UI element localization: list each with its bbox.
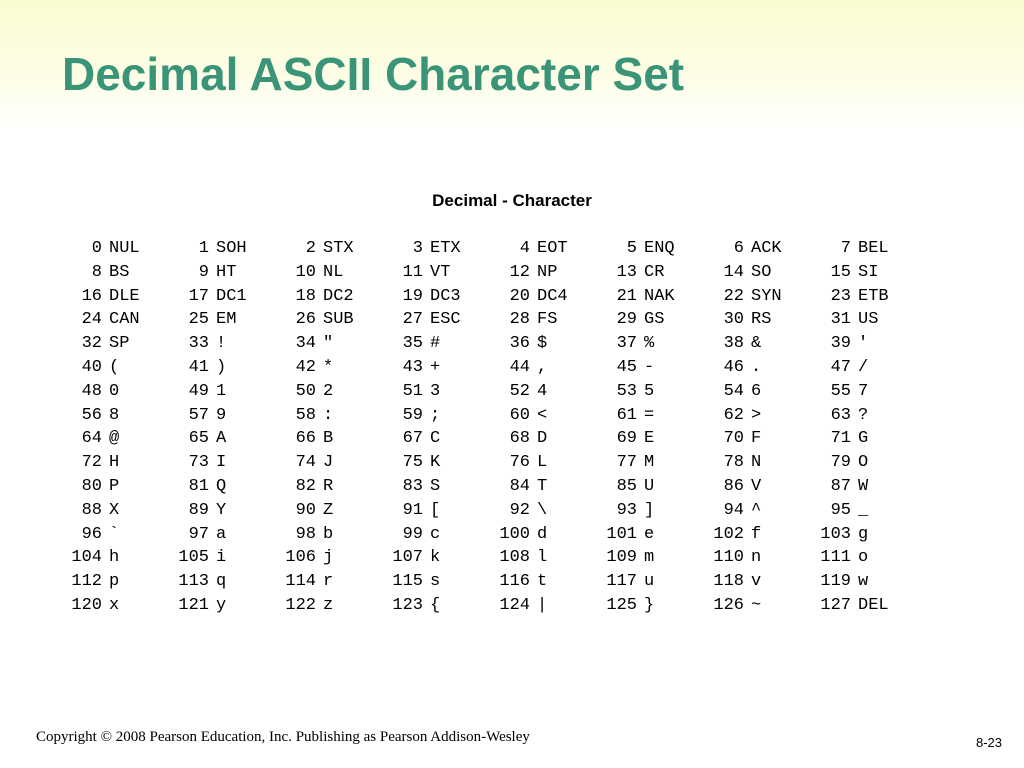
decimal-code-cell: 47 xyxy=(830,357,851,377)
character-cell: 9 xyxy=(216,405,227,425)
character-cell: r xyxy=(323,572,334,592)
decimal-code-cell: 71 xyxy=(830,429,851,449)
character-cell: U xyxy=(644,476,655,496)
decimal-code-cell: 53 xyxy=(616,381,637,401)
character-cell: # xyxy=(430,334,441,354)
character-cell: NL xyxy=(323,262,344,282)
character-cell: | xyxy=(537,595,548,615)
decimal-code-cell: 44 xyxy=(509,357,530,377)
character-cell: % xyxy=(644,334,655,354)
decimal-code-cell: 40 xyxy=(81,357,102,377)
decimal-code-cell: 108 xyxy=(499,548,530,568)
character-cell: p xyxy=(109,572,120,592)
decimal-code-cell: 57 xyxy=(188,405,209,425)
decimal-code-cell: 115 xyxy=(392,572,423,592)
slide-number: 8-23 xyxy=(975,735,1002,750)
decimal-code-cell: 49 xyxy=(188,381,209,401)
decimal-code-cell: 66 xyxy=(295,429,316,449)
decimal-code-cell: 58 xyxy=(295,405,316,425)
decimal-code-cell: 99 xyxy=(402,524,423,544)
decimal-code-cell: 14 xyxy=(723,262,744,282)
decimal-code-cell: 20 xyxy=(509,286,530,306)
decimal-code-cell: 26 xyxy=(295,310,316,330)
character-cell: ? xyxy=(858,405,869,425)
character-cell: ! xyxy=(216,334,227,354)
character-cell: o xyxy=(858,548,869,568)
decimal-code-cell: 39 xyxy=(830,334,851,354)
character-cell: l xyxy=(537,548,548,568)
character-cell: 2 xyxy=(323,381,334,401)
decimal-code-cell: 92 xyxy=(509,500,530,520)
decimal-code-cell: 19 xyxy=(402,286,423,306)
character-cell: ) xyxy=(216,357,227,377)
decimal-code-cell: 106 xyxy=(285,548,316,568)
character-cell: ( xyxy=(109,357,120,377)
character-cell: N xyxy=(751,453,762,473)
character-cell: 4 xyxy=(537,381,548,401)
character-cell: [ xyxy=(430,500,441,520)
character-cell: g xyxy=(858,524,869,544)
decimal-code-cell: 51 xyxy=(402,381,423,401)
decimal-code-cell: 72 xyxy=(81,453,102,473)
character-cell: RS xyxy=(751,310,772,330)
character-cell: a xyxy=(216,524,227,544)
character-cell: EM xyxy=(216,310,237,330)
decimal-code-cell: 41 xyxy=(188,357,209,377)
character-cell: Q xyxy=(216,476,227,496)
character-cell: + xyxy=(430,357,441,377)
ascii-table-body xyxy=(60,237,916,618)
decimal-code-cell: 56 xyxy=(81,405,102,425)
decimal-code-cell: 59 xyxy=(402,405,423,425)
character-cell: j xyxy=(323,548,334,568)
character-cell: 7 xyxy=(858,381,869,401)
character-cell: E xyxy=(644,429,655,449)
decimal-code-cell: 33 xyxy=(188,334,209,354)
decimal-code-cell: 34 xyxy=(295,334,316,354)
character-cell: CR xyxy=(644,262,665,282)
character-cell: SP xyxy=(109,334,130,354)
character-cell: _ xyxy=(858,500,869,520)
character-cell: BS xyxy=(109,262,130,282)
character-cell: d xyxy=(537,524,548,544)
decimal-code-cell: 97 xyxy=(188,524,209,544)
character-cell: DC2 xyxy=(323,286,354,306)
character-cell: H xyxy=(109,453,120,473)
character-cell: DLE xyxy=(109,286,140,306)
decimal-code-cell: 22 xyxy=(723,286,744,306)
character-cell: T xyxy=(537,476,548,496)
decimal-code-cell: 62 xyxy=(723,405,744,425)
decimal-code-cell: 68 xyxy=(509,429,530,449)
character-cell: ETB xyxy=(858,286,889,306)
character-cell: : xyxy=(323,405,334,425)
character-cell: f xyxy=(751,524,762,544)
decimal-code-cell: 15 xyxy=(830,262,851,282)
character-cell: ; xyxy=(430,405,441,425)
character-cell: O xyxy=(858,453,869,473)
decimal-code-cell: 18 xyxy=(295,286,316,306)
character-cell: DEL xyxy=(858,595,889,615)
character-cell: STX xyxy=(323,239,354,258)
decimal-code-cell: 55 xyxy=(830,381,851,401)
decimal-code-cell: 109 xyxy=(606,548,637,568)
character-cell: BEL xyxy=(858,239,889,258)
character-cell: { xyxy=(430,595,441,615)
decimal-code-cell: 100 xyxy=(499,524,530,544)
character-cell: $ xyxy=(537,334,548,354)
character-cell: D xyxy=(537,429,548,449)
decimal-code-cell: 13 xyxy=(616,262,637,282)
character-cell: Y xyxy=(216,500,227,520)
table-row xyxy=(60,380,916,404)
character-cell: CAN xyxy=(109,310,140,330)
decimal-code-cell: 6 xyxy=(733,239,744,258)
decimal-code-cell: 110 xyxy=(713,548,744,568)
decimal-code-cell: 76 xyxy=(509,453,530,473)
decimal-code-cell: 37 xyxy=(616,334,637,354)
character-cell: SOH xyxy=(216,239,247,258)
decimal-code-cell: 88 xyxy=(81,500,102,520)
decimal-code-cell: 94 xyxy=(723,500,744,520)
decimal-code-cell: 93 xyxy=(616,500,637,520)
ascii-table xyxy=(60,237,916,618)
decimal-code-cell: 120 xyxy=(71,595,102,615)
decimal-code-cell: 112 xyxy=(71,572,102,592)
character-cell: 6 xyxy=(751,381,762,401)
character-cell: . xyxy=(751,357,762,377)
character-cell: @ xyxy=(109,429,120,449)
decimal-code-cell: 7 xyxy=(840,239,851,258)
table-row xyxy=(60,499,916,523)
character-cell: ^ xyxy=(751,500,762,520)
decimal-code-cell: 10 xyxy=(295,262,316,282)
character-cell: G xyxy=(858,429,869,449)
decimal-code-cell: 86 xyxy=(723,476,744,496)
decimal-code-cell: 75 xyxy=(402,453,423,473)
character-cell: / xyxy=(858,357,869,377)
character-cell: I xyxy=(216,453,227,473)
decimal-code-cell: 23 xyxy=(830,286,851,306)
character-cell: L xyxy=(537,453,548,473)
character-cell: q xyxy=(216,572,227,592)
decimal-code-cell: 89 xyxy=(188,500,209,520)
character-cell: 5 xyxy=(644,381,655,401)
character-cell: i xyxy=(216,548,227,568)
character-cell: J xyxy=(323,453,334,473)
decimal-code-cell: 43 xyxy=(402,357,423,377)
character-cell: S xyxy=(430,476,441,496)
character-cell: " xyxy=(323,334,334,354)
decimal-code-cell: 52 xyxy=(509,381,530,401)
decimal-code-cell: 27 xyxy=(402,310,423,330)
character-cell: v xyxy=(751,572,762,592)
decimal-code-cell: 70 xyxy=(723,429,744,449)
table-row xyxy=(60,285,916,309)
table-row xyxy=(60,427,916,451)
decimal-code-cell: 81 xyxy=(188,476,209,496)
decimal-code-cell: 67 xyxy=(402,429,423,449)
decimal-code-cell: 103 xyxy=(820,524,851,544)
character-cell: Z xyxy=(323,500,334,520)
character-cell: US xyxy=(858,310,879,330)
character-cell: HT xyxy=(216,262,237,282)
character-cell: FS xyxy=(537,310,558,330)
decimal-code-cell: 87 xyxy=(830,476,851,496)
table-row xyxy=(60,261,916,285)
decimal-code-cell: 25 xyxy=(188,310,209,330)
character-cell: k xyxy=(430,548,441,568)
character-cell: y xyxy=(216,595,227,615)
character-cell: n xyxy=(751,548,762,568)
character-cell: , xyxy=(537,357,548,377)
table-row xyxy=(60,594,916,618)
decimal-code-cell: 0 xyxy=(91,239,102,258)
table-row xyxy=(60,237,916,261)
character-cell: SI xyxy=(858,262,879,282)
character-cell: h xyxy=(109,548,120,568)
table-row xyxy=(60,523,916,547)
table-row xyxy=(60,546,916,570)
decimal-code-cell: 95 xyxy=(830,500,851,520)
decimal-code-cell: 64 xyxy=(81,429,102,449)
table-row xyxy=(60,451,916,475)
decimal-code-cell: 84 xyxy=(509,476,530,496)
character-cell: \ xyxy=(537,500,548,520)
decimal-code-cell: 12 xyxy=(509,262,530,282)
table-row xyxy=(60,356,916,380)
character-cell: w xyxy=(858,572,869,592)
decimal-code-cell: 54 xyxy=(723,381,744,401)
decimal-code-cell: 73 xyxy=(188,453,209,473)
decimal-code-cell: 118 xyxy=(713,572,744,592)
decimal-code-cell: 2 xyxy=(305,239,316,258)
character-cell: R xyxy=(323,476,334,496)
character-cell: ] xyxy=(644,500,655,520)
table-row xyxy=(60,404,916,428)
table-row xyxy=(60,570,916,594)
decimal-code-cell: 83 xyxy=(402,476,423,496)
decimal-code-cell: 90 xyxy=(295,500,316,520)
decimal-code-cell: 65 xyxy=(188,429,209,449)
decimal-code-cell: 16 xyxy=(81,286,102,306)
character-cell: s xyxy=(430,572,441,592)
decimal-code-cell: 30 xyxy=(723,310,744,330)
decimal-code-cell: 98 xyxy=(295,524,316,544)
character-cell: P xyxy=(109,476,120,496)
decimal-code-cell: 48 xyxy=(81,381,102,401)
decimal-code-cell: 124 xyxy=(499,595,530,615)
table-row xyxy=(60,475,916,499)
table-row xyxy=(60,308,916,332)
decimal-code-cell: 79 xyxy=(830,453,851,473)
slide-title: Decimal ASCII Character Set xyxy=(62,48,685,100)
character-cell: u xyxy=(644,572,655,592)
decimal-code-cell: 96 xyxy=(81,524,102,544)
character-cell: 3 xyxy=(430,381,441,401)
decimal-code-cell: 127 xyxy=(820,595,851,615)
character-cell: ESC xyxy=(430,310,461,330)
decimal-code-cell: 78 xyxy=(723,453,744,473)
character-cell: X xyxy=(109,500,120,520)
character-cell: M xyxy=(644,453,655,473)
decimal-code-cell: 69 xyxy=(616,429,637,449)
decimal-code-cell: 116 xyxy=(499,572,530,592)
decimal-code-cell: 1 xyxy=(198,239,209,258)
character-cell: B xyxy=(323,429,334,449)
character-cell: SYN xyxy=(751,286,782,306)
decimal-code-cell: 8 xyxy=(91,262,102,282)
decimal-code-cell: 45 xyxy=(616,357,637,377)
decimal-code-cell: 29 xyxy=(616,310,637,330)
character-cell: * xyxy=(323,357,334,377)
decimal-code-cell: 117 xyxy=(606,572,637,592)
character-cell: 1 xyxy=(216,381,227,401)
character-cell: F xyxy=(751,429,762,449)
character-cell: NP xyxy=(537,262,558,282)
decimal-code-cell: 17 xyxy=(188,286,209,306)
decimal-code-cell: 61 xyxy=(616,405,637,425)
character-cell: SUB xyxy=(323,310,354,330)
character-cell: c xyxy=(430,524,441,544)
decimal-code-cell: 3 xyxy=(412,239,423,258)
decimal-code-cell: 114 xyxy=(285,572,316,592)
decimal-code-cell: 82 xyxy=(295,476,316,496)
decimal-code-cell: 50 xyxy=(295,381,316,401)
character-cell: DC3 xyxy=(430,286,461,306)
decimal-code-cell: 126 xyxy=(713,595,744,615)
character-cell: C xyxy=(430,429,441,449)
table-heading: Decimal - Character xyxy=(432,191,592,210)
decimal-code-cell: 101 xyxy=(606,524,637,544)
decimal-code-cell: 111 xyxy=(820,548,851,568)
character-cell: ETX xyxy=(430,239,461,258)
character-cell: V xyxy=(751,476,762,496)
decimal-code-cell: 104 xyxy=(71,548,102,568)
character-cell: NUL xyxy=(109,239,140,258)
decimal-code-cell: 123 xyxy=(392,595,423,615)
decimal-code-cell: 4 xyxy=(519,239,530,258)
decimal-code-cell: 107 xyxy=(392,548,423,568)
decimal-code-cell: 85 xyxy=(616,476,637,496)
character-cell: GS xyxy=(644,310,665,330)
character-cell: 0 xyxy=(109,381,120,401)
decimal-code-cell: 119 xyxy=(820,572,851,592)
character-cell: ' xyxy=(858,334,869,354)
character-cell: NAK xyxy=(644,286,675,306)
character-cell: = xyxy=(644,405,655,425)
character-cell: e xyxy=(644,524,655,544)
table-row xyxy=(60,332,916,356)
decimal-code-cell: 46 xyxy=(723,357,744,377)
decimal-code-cell: 42 xyxy=(295,357,316,377)
decimal-code-cell: 31 xyxy=(830,310,851,330)
character-cell: ` xyxy=(109,524,120,544)
decimal-code-cell: 32 xyxy=(81,334,102,354)
decimal-code-cell: 80 xyxy=(81,476,102,496)
character-cell: K xyxy=(430,453,441,473)
decimal-code-cell: 77 xyxy=(616,453,637,473)
character-cell: & xyxy=(751,334,762,354)
decimal-code-cell: 28 xyxy=(509,310,530,330)
character-cell: > xyxy=(751,405,762,425)
character-cell: m xyxy=(644,548,655,568)
decimal-code-cell: 60 xyxy=(509,405,530,425)
decimal-code-cell: 121 xyxy=(178,595,209,615)
decimal-code-cell: 9 xyxy=(198,262,209,282)
decimal-code-cell: 21 xyxy=(616,286,637,306)
decimal-code-cell: 125 xyxy=(606,595,637,615)
character-cell: } xyxy=(644,595,655,615)
character-cell: < xyxy=(537,405,548,425)
character-cell: b xyxy=(323,524,334,544)
character-cell: A xyxy=(216,429,227,449)
character-cell: DC1 xyxy=(216,286,247,306)
character-cell: VT xyxy=(430,262,451,282)
decimal-code-cell: 38 xyxy=(723,334,744,354)
character-cell: ENQ xyxy=(644,239,675,258)
character-cell: DC4 xyxy=(537,286,568,306)
decimal-code-cell: 122 xyxy=(285,595,316,615)
decimal-code-cell: 91 xyxy=(402,500,423,520)
decimal-code-cell: 36 xyxy=(509,334,530,354)
decimal-code-cell: 63 xyxy=(830,405,851,425)
character-cell: t xyxy=(537,572,548,592)
character-cell: W xyxy=(858,476,869,496)
copyright-footer: Copyright © 2008 Pearson Education, Inc. Publishing as Pearson Addison-Wesley xyxy=(36,729,530,745)
decimal-code-cell: 5 xyxy=(626,239,637,258)
decimal-code-cell: 24 xyxy=(81,310,102,330)
character-cell: z xyxy=(323,595,334,615)
decimal-code-cell: 102 xyxy=(713,524,744,544)
character-cell: ~ xyxy=(751,595,762,615)
character-cell: EOT xyxy=(537,239,568,258)
decimal-code-cell: 113 xyxy=(178,572,209,592)
decimal-code-cell: 105 xyxy=(178,548,209,568)
character-cell: SO xyxy=(751,262,772,282)
decimal-code-cell: 74 xyxy=(295,453,316,473)
character-cell: 8 xyxy=(109,405,120,425)
character-cell: x xyxy=(109,595,120,615)
decimal-code-cell: 11 xyxy=(402,262,423,282)
decimal-code-cell: 35 xyxy=(402,334,423,354)
character-cell: ACK xyxy=(751,239,782,258)
character-cell: - xyxy=(644,357,655,377)
